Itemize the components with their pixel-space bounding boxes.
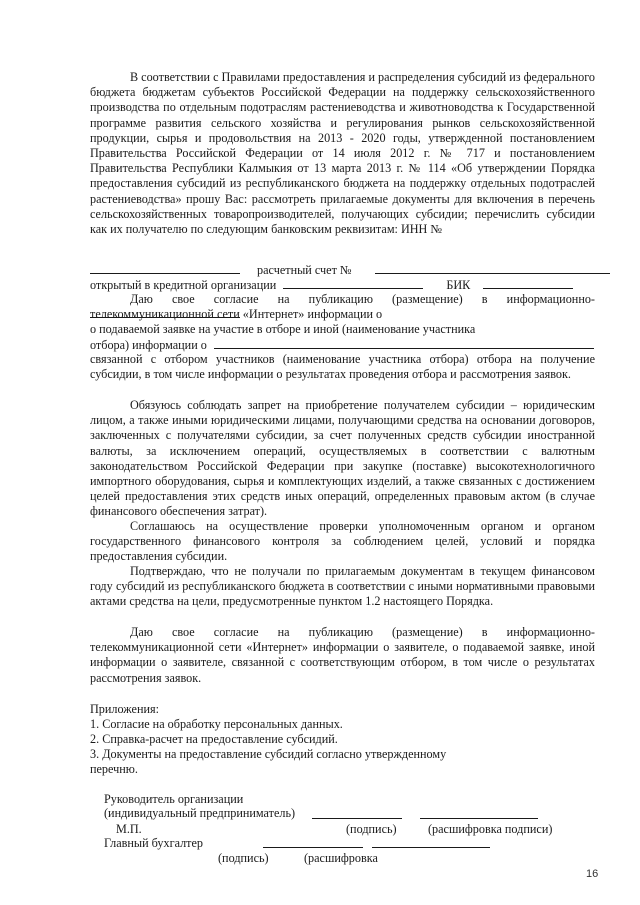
head-label-2: (индивидуальный предприниматель)	[104, 806, 296, 820]
confirm-paragraph: Подтверждаю, что не получали по прилагаемым документам в текущем финансовом году субсидий из республиканского бюджета в соответствии с иными нормативными правовыми актами средства на цели, предусмотренные пунктом 1.2 настоящего Порядка.	[90, 564, 595, 609]
account-blank[interactable]	[375, 262, 610, 274]
consent1-line-c	[90, 337, 594, 353]
consent1-line-d: связанной с отбором участников (наименование участника отбора) отбора на получение субсидии, в том числе информации о результатах проведения отбора и рассмотрения заявок.	[90, 352, 595, 382]
head-decode-blank[interactable]	[420, 807, 538, 819]
inn-blank[interactable]	[90, 262, 240, 274]
consent1-line-b: о подаваемой заявке на участие в отборе и иной (наименование участника	[90, 322, 476, 336]
acc-sign-caption: (подпись)	[218, 851, 269, 865]
consent1-paragraph: Даю свое согласие на публикацию (размещение) в информационно-телекоммуникационной сети «Интернет» информации о	[90, 292, 595, 322]
acc-decode-blank[interactable]	[372, 836, 490, 848]
obligation-paragraph: Обязуюсь соблюдать запрет на приобретение получателем субсидии – юридическим лицом, а также иными юридическими лицами, получающими средства на основании договоров, заключенных с получателями субсидии, за счет полученных средств субсидии иностранной валюты, за исключением операций, осуществляемых в соответствии с валютным законодательством Российской Федерации при закупке (поставке) высокотехнологичного импортного оборудования, сырья и комплектующих изделий, а также связанных с достижением целей предоставления этих средств иных операций, определенных правовым актом (в случае финансового обеспечения затрат).	[90, 398, 595, 519]
mp-label: М.П.	[116, 822, 142, 836]
consent2-paragraph: Даю свое согласие на публикацию (размещение) в информационно-телекоммуникационной сети «Интернет» информации о заявителе, о подаваемой заявке, иной информации о заявителе, связанной с соответствующим отбором, в том числе о результатах рассмотрения заявок.	[90, 625, 595, 685]
bik-blank[interactable]	[483, 277, 573, 289]
intro-paragraph: В соответствии с Правилами предоставления и распределения субсидий из федерального бюджета бюджетам субъектов Российской Федерации на поддержку сельскохозяйственного производства по отдельным подотраслям растениеводства и животноводства к Государственной программе развития сельского хозяйства и регулирования рынков сельскохозяйственной продукции, сырья и продовольствия на 2013 - 2020 годы, утвержденной постановлением Правительства Российской Федерации от 14 июля 2012 г. № 717 и постановлением Правительства Республики Калмыкия от 13 марта 2013 г. № 114 «Об утверждении Порядка предоставления субсидий из республиканского бюджета на поддержку отдельных подотраслей растениеводства» прошу Вас: рассмотреть прилагаемые документы для включения в перечень сельскохозяйственных товаропроизводителей, получающих субсидии; перечислить субсидии как их получателю по следующим банковским реквизитам: ИНН №	[90, 70, 595, 237]
consent1-blank[interactable]	[90, 306, 240, 318]
consent1-c-blank[interactable]	[214, 337, 594, 349]
acc-sign-blank[interactable]	[263, 836, 363, 848]
page-number: 16	[586, 868, 599, 880]
head-sign-blank[interactable]	[312, 807, 402, 819]
acc-decode-caption: (расшифровка	[304, 851, 378, 865]
attachment-item-cont: перечню.	[90, 762, 138, 776]
consent1-blank-line	[90, 306, 240, 322]
bank-org-label: открытый в кредитной организации	[90, 278, 277, 292]
bik-label: БИК	[446, 278, 471, 292]
bank-org-line	[90, 277, 573, 293]
head-label: Руководитель организации	[104, 792, 244, 806]
consent1-c-label: отбора) информации о	[90, 338, 207, 352]
agreement-paragraph: Соглашаюсь на осуществление проверки уполномоченным органом и органом государственного финансового контроля за соблюдением целей, условий и порядка предоставления субсидии.	[90, 519, 595, 564]
attachment-item: 1. Согласие на обработку персональных данных.	[90, 717, 343, 731]
decode-caption: (расшифровка подписи)	[428, 822, 553, 836]
sign-caption: (подпись)	[346, 822, 397, 836]
bank-org-blank[interactable]	[283, 277, 423, 289]
bank-account-line	[90, 262, 610, 278]
attachments-heading: Приложения:	[90, 702, 159, 716]
attachment-item: 3. Документы на предоставление субсидий согласно утвержденному	[90, 747, 447, 761]
attachment-item: 2. Справка-расчет на предоставление субсидий.	[90, 732, 338, 746]
accountant-label: Главный бухгалтер	[104, 836, 204, 850]
account-label: расчетный счет №	[257, 263, 352, 277]
